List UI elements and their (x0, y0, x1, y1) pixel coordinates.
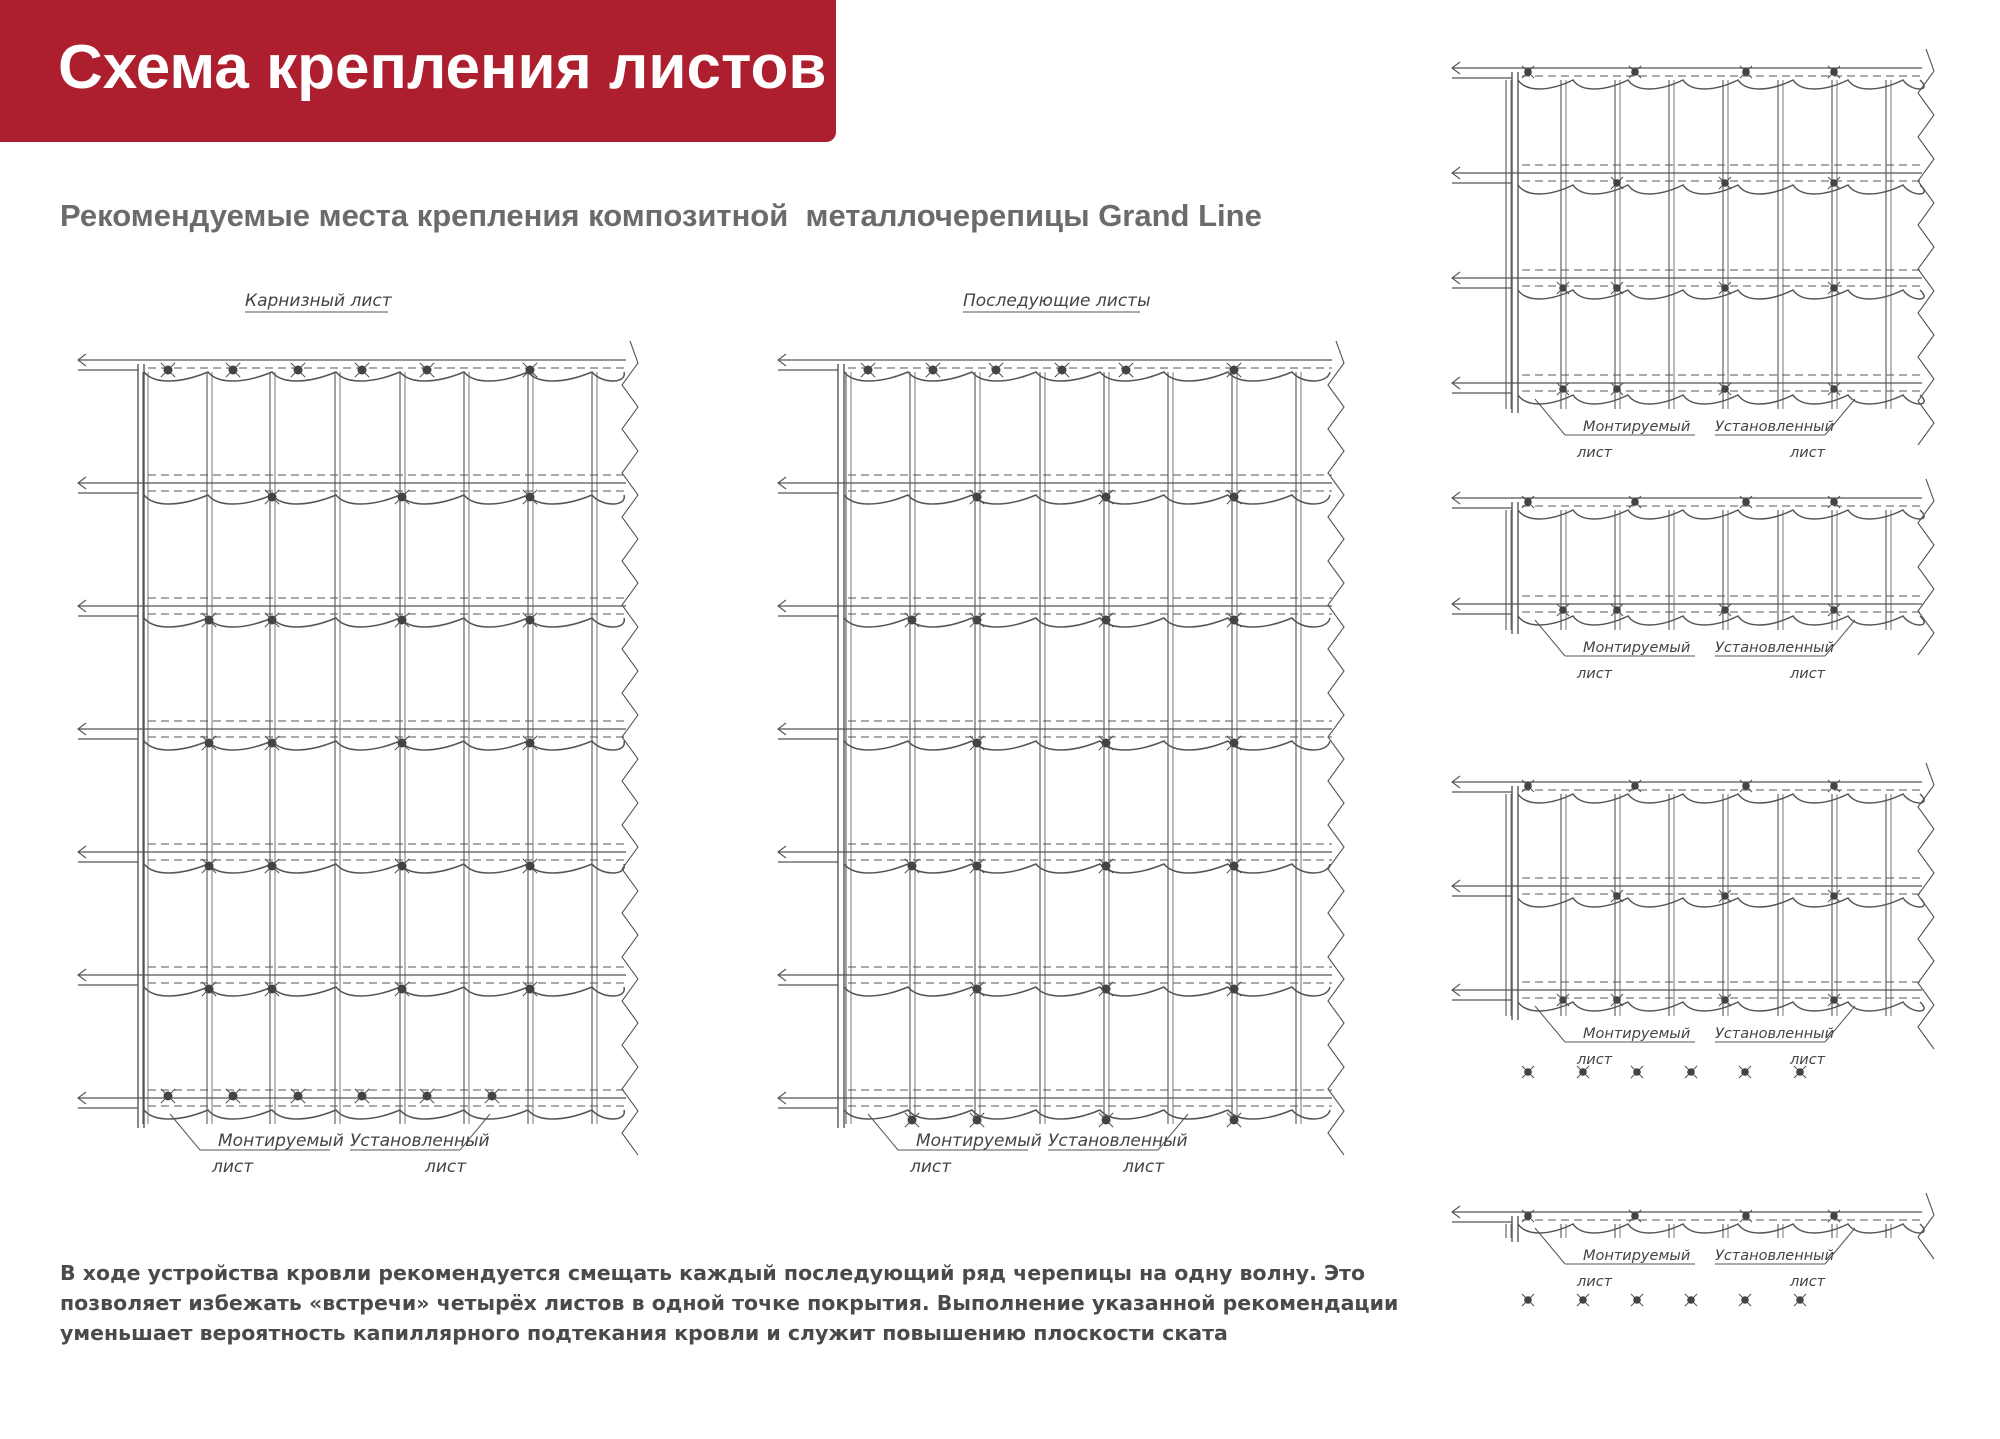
side-diagram-2 (1452, 479, 1934, 682)
note-line: позволяет избежать «встречи» четырёх листов в одной точке покрытия. Выполнение указанной рекомендации (60, 1291, 1399, 1315)
installed-sheet-label: лист (1790, 445, 1826, 461)
eaves-sheet-caption: Карнизный лист (245, 291, 392, 311)
mounting-sheet-label: лист (1577, 1052, 1613, 1068)
installed-sheet-label: лист (1790, 1274, 1826, 1290)
side-diagram-3 (1452, 763, 1934, 1078)
installed-sheet-label: лист (1790, 666, 1826, 682)
mounting-sheet-label: лист (1577, 1274, 1613, 1290)
mounting-sheet-label: лист (1577, 445, 1613, 461)
mounting-sheet-label: Монтируемый (916, 1131, 1042, 1151)
note-line: уменьшает вероятность капиллярного подтекания кровли и служит повышению плоскости ската (60, 1321, 1228, 1345)
mounting-sheet-label: Монтируемый (1583, 640, 1691, 656)
note-line: В ходе устройства кровли рекомендуется смещать каждый последующий ряд черепицы на одну волну. Это (60, 1261, 1366, 1285)
installed-sheet-label: лист (425, 1157, 467, 1177)
side-diagram-4 (1452, 1193, 1934, 1306)
installed-sheet-label: Установленный (350, 1131, 490, 1151)
page-title: Схема крепления листов (58, 33, 827, 102)
subsequent-sheets-diagram (778, 341, 1344, 1177)
subsequent-sheets-caption: Последующие листы (963, 291, 1151, 311)
mounting-sheet-label: лист (1577, 666, 1613, 682)
side-diagram-1 (1452, 49, 1934, 461)
installed-sheet-label: лист (1123, 1157, 1165, 1177)
installed-sheet-label: Установленный (1715, 419, 1835, 435)
installed-sheet-label: Установленный (1048, 1131, 1188, 1151)
mounting-sheet-label: лист (212, 1157, 254, 1177)
mounting-sheet-label: Монтируемый (1583, 1248, 1691, 1264)
eaves-sheet-diagram (78, 341, 638, 1177)
page-subtitle: Рекомендуемые места крепления композитной металлочерепицы Grand Line (60, 198, 1262, 233)
mounting-sheet-label: лист (910, 1157, 952, 1177)
mounting-sheet-label: Монтируемый (1583, 1026, 1691, 1042)
installed-sheet-label: Установленный (1715, 1026, 1835, 1042)
mounting-sheet-label: Монтируемый (218, 1131, 344, 1151)
recommendation-note (60, 1258, 1400, 1348)
installed-sheet-label: Установленный (1715, 1248, 1835, 1264)
installed-sheet-label: Установленный (1715, 640, 1835, 656)
installed-sheet-label: лист (1790, 1052, 1826, 1068)
mounting-sheet-label: Монтируемый (1583, 419, 1691, 435)
